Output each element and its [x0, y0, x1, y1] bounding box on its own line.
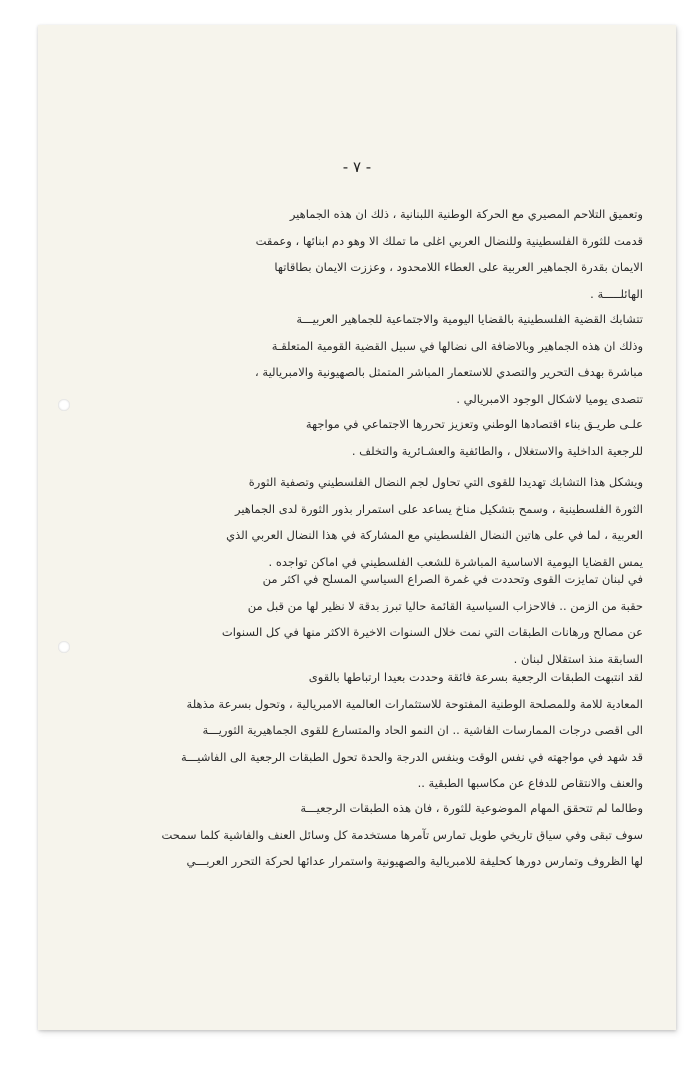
text-line: للرجعية الداخلية والاستغلال ، والطائفية والعشـائرية والتخلف . [351, 443, 643, 458]
text-line: علـى طريـق بناء اقتصادها الوطني وتعزيز تحررها الاجتماعي في مواجهة [305, 417, 643, 431]
text-line: الثورة الفلسطينية ، وسمح بتشكيل مناخ يساعد على استمرار بذور الثورة لدى الجماهير [234, 501, 643, 516]
text-line: وذلك ان هذه الجماهير وبالاضافة الى نضالها في سبيل القضية القومية المتعلقـة [271, 338, 643, 353]
paragraph-7 [83, 795, 643, 875]
text-line: في لبنان تمايزت القوى وتحددت في غمرة الصراع السياسي المسلح في اكثر من [262, 572, 643, 586]
paragraph-6 [83, 664, 643, 797]
paragraph-5 [83, 566, 643, 672]
text-line: لقد انتبهت الطبقات الرجعية بسرعة فائقة وحددت بعيدا ارتباطها بالقوى [308, 670, 643, 684]
text-line: الايمان بقدرة الجماهير العربية على العطاء اللامحدود ، وعززت الايمان بطاقاتها [274, 260, 643, 275]
text-line: سوف تبقى وفي سياق تاريخي طويل تمارس تآمرها مستخدمة كل وسائل العنف والفاشية كلما سمحت [161, 827, 643, 842]
paragraph-1 [83, 201, 643, 307]
text-line: لها الظروف وتمارس دورها كحليفة للامبريالية والصهيونية واستمرار عدائها لحركة التحرر العربـــي [186, 854, 643, 869]
text-line: المعادية للامة وللمصلحة الوطنية المفتوحة للاستثمارات العالمية الامبريالية ، وتحول بسرعة مذهلة [186, 696, 643, 711]
document-page [38, 25, 676, 1030]
text-line: قدمت للثورة الفلسطينية وللنضال العربي اغلى ما تملك الا وهو دم ابنائها ، وعمقت [255, 233, 643, 248]
text-line: وتعميق التلاحم المصيري مع الحركة الوطنية اللبنانية ، ذلك ان هذه الجماهير [289, 207, 643, 221]
punch-hole-top [58, 399, 70, 411]
text-line: قد شهد في مواجهته في نفس الوقت وبنفس الدرجة والحدة تحول الطبقات الرجعية الى الفاشيـــة [181, 749, 643, 764]
text-line: مباشرة بهدف التحرير والتصدي للاستعمار المباشر المتمثل بالصهيونية والامبريالية ، [255, 365, 643, 380]
paragraph-2 [83, 306, 643, 412]
text-line: العربية ، لما في على هاتين النضال الفلسطيني مع المشاركة في هذا النضال العربي الذي [226, 528, 643, 543]
text-line: الى اقصى درجات الممارسات الفاشية .. ان النمو الحاد والمتسارع للقوى الجماهيرية الثوريـــة [202, 723, 643, 738]
paragraph-4 [83, 469, 643, 575]
text-line: السابقة منذ استقلال لبنان . [513, 651, 643, 666]
text-line: ويشكل هذا التشابك تهديدا للقوى التي تحاول لجم النضال الفلسطيني وتصفية الثورة [248, 475, 643, 489]
text-line: عن مصالح ورهانات الطبقات التي نمت خلال السنوات الاخيرة الاكثر منها في كل السنوات [221, 625, 643, 640]
text-line: والعنف والانتقاص للدفاع عن مكاسبها الطبقية .. [417, 776, 643, 791]
page-number: - ٧ - [342, 158, 372, 176]
text-line: وطالما لم تتحقق المهام الموضوعية للثورة ، فان هذه الطبقات الرجعيـــة [300, 801, 643, 815]
text-line: يمس القضايا اليومية الاساسية المباشرة للشعب الفلسطيني في اماكن تواجده . [268, 554, 643, 569]
text-line: حقبة من الزمن .. فالاحزاب السياسية القائمة حاليا تبرز بدقة لا نظير لها من قبل من [247, 598, 643, 613]
text-line: الهائلـــــة . [590, 286, 643, 301]
punch-hole-bottom [58, 641, 70, 653]
text-line: تتشابك القضية الفلسطينية بالقضايا اليومية والاجتماعية للجماهير العربيـــة [296, 312, 643, 326]
paragraph-3 [83, 411, 643, 464]
text-line: تتصدى يوميا لاشكال الوجود الامبريالي . [456, 391, 643, 406]
